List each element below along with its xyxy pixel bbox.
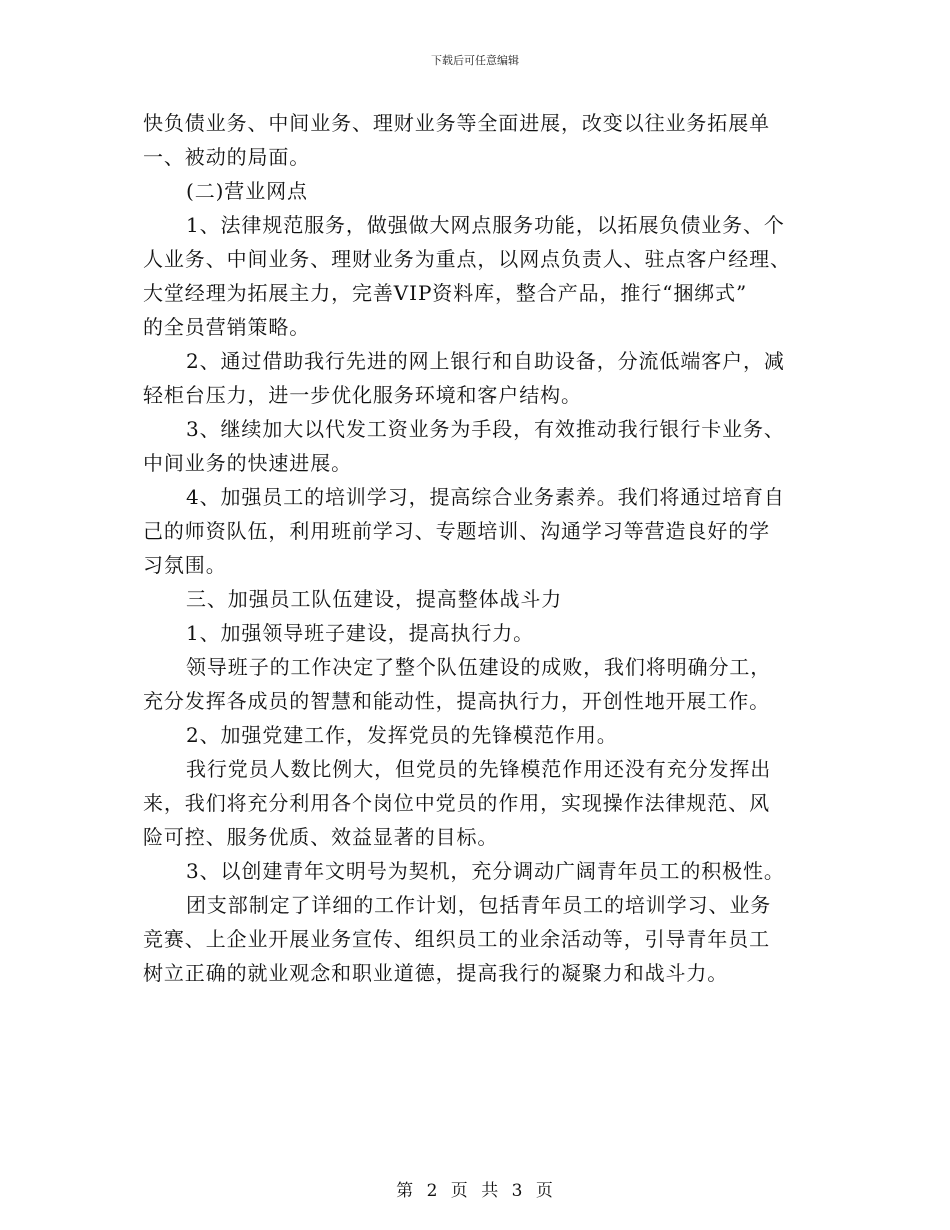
text-line: 3、继续加大以代发工资业务为手段，有效推动我行银行卡业务、 <box>186 417 785 441</box>
text-line: 竞赛、上企业开展业务宣传、组织员工的业余活动等，引导青年员工 <box>143 927 770 951</box>
text-line: 大堂经理为拓展主力，完善VIP资料库，整合产品，推行“捆绑式” <box>143 281 748 305</box>
text-line: 领导班子的工作决定了整个队伍建设的成败，我们将明确分工， <box>186 655 772 679</box>
text-line: 2、加强党建工作，发挥党员的先锋模范作用。 <box>186 723 618 747</box>
text-line: 己的师资队伍，利用班前学习、专题培训、沟通学习等营造良好的学 <box>143 519 770 543</box>
text-line: 中间业务的快速进展。 <box>143 451 352 475</box>
text-line: 人业务、中间业务、理财业务为重点，以网点负责人、驻点客户经理、 <box>143 247 791 271</box>
text-line: 1、法律规范服务，做强做大网点服务功能，以拓展负债业务、个 <box>186 213 785 237</box>
text-line: 三、加强员工队伍建设，提高整体战斗力 <box>186 587 563 611</box>
text-line: 我行党员人数比例大，但党员的先锋模范作用还没有充分发挥出 <box>186 757 772 781</box>
text-line: (二)营业网点 <box>186 179 308 203</box>
text-line: 快负债业务、中间业务、理财业务等全面进展，改变以往业务拓展单 <box>143 111 770 135</box>
text-line: 一、被动的局面。 <box>143 145 311 169</box>
text-line: 1、加强领导班子建设，提高执行力。 <box>186 621 535 645</box>
text-line: 2、通过借助我行先进的网上银行和自助设备，分流低端客户，减 <box>186 349 785 373</box>
text-line: 4、加强员工的培训学习，提高综合业务素养。我们将通过培育自 <box>186 485 785 509</box>
text-line: 险可控、服务优质、效益显著的目标。 <box>143 825 499 849</box>
text-line: 树立正确的就业观念和职业道德，提高我行的凝聚力和战斗力。 <box>143 961 729 985</box>
text-line: 习氛围。 <box>143 553 227 577</box>
page-footer: 第 2 页 共 3 页 <box>396 1181 554 1201</box>
text-line: 来，我们将充分利用各个岗位中党员的作用，实现操作法律规范、风 <box>143 791 770 815</box>
text-line: 团支部制定了详细的工作计划，包括青年员工的培训学习、业务 <box>186 893 772 917</box>
text-line: 轻柜台压力，进一步优化服务环境和客户结构。 <box>143 383 582 407</box>
document-body <box>143 106 807 990</box>
page-header: 下载后可任意编辑 <box>431 54 519 67</box>
text-line: 充分发挥各成员的智慧和能动性，提高执行力，开创性地开展工作。 <box>143 689 770 713</box>
text-line: 的全员营销策略。 <box>143 315 311 339</box>
text-line: 3、以创建青年文明号为契机，充分调动广阔青年员工的积极性。 <box>186 859 785 883</box>
